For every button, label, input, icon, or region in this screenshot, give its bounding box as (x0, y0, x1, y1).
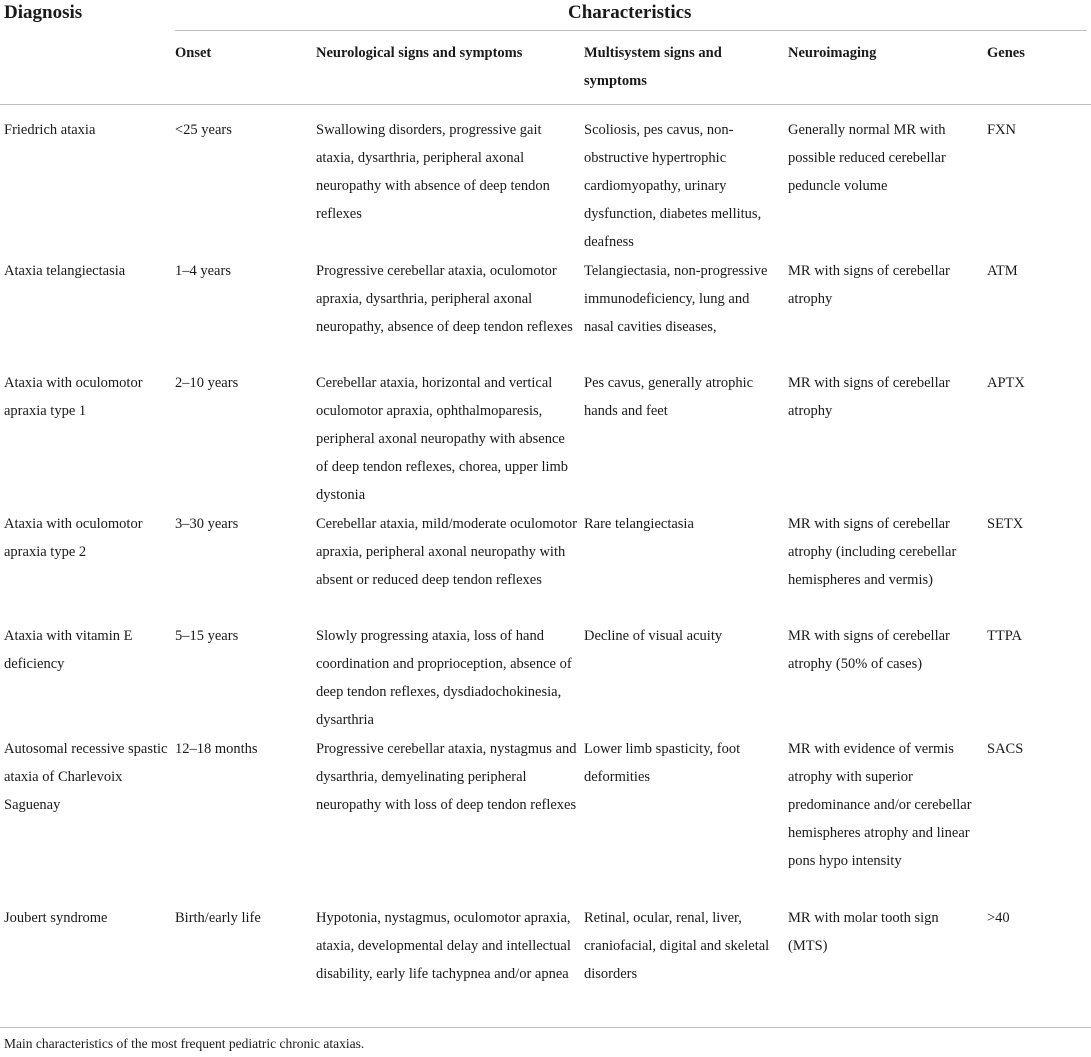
cell-multi: Pes cavus, generally atrophic hands and feet (584, 375, 754, 419)
column-header-genes: Genes (987, 45, 1025, 61)
cell-genes: ATM (987, 263, 1018, 279)
cell-multi: Rare telangiectasia (584, 516, 694, 532)
cell-genes: SETX (987, 516, 1024, 532)
cell-neuro: Cerebellar ataxia, horizontal and vertical oculomotor apraxia, ophthalmoparesis, peripheral axonal neuropathy with absence of deep tendon reflexes, chorea, upper limb dystonia (316, 375, 569, 503)
table-caption: Main characteristics of the most frequent pediatric chronic ataxias. (4, 1036, 365, 1051)
cell-onset: <25 years (175, 122, 232, 138)
cell-multi: Telangiectasia, non-progressive immunodeficiency, lung and nasal cavities diseases, (584, 263, 768, 335)
cell-diagnosis: Joubert syndrome (4, 910, 108, 926)
cell-onset: 3–30 years (175, 516, 239, 532)
characteristics-header: Characteristics (568, 2, 692, 23)
cell-neuro: Swallowing disorders, progressive gait ataxia, dysarthria, peripheral axonal neuropathy with absence of deep tendon reflexes (316, 122, 550, 222)
cell-neuro: Progressive cerebellar ataxia, nystagmus and dysarthria, demyelinating peripheral neuropathy with loss of deep tendon reflexes (316, 741, 577, 813)
cell-genes: FXN (987, 122, 1017, 138)
cell-onset: Birth/early life (175, 910, 261, 926)
cell-imaging: MR with evidence of vermis atrophy with superior predominance and/or cerebellar hemispheres atrophy and linear pons hypo intensity (788, 741, 972, 869)
cell-diagnosis: Ataxia with oculomotor apraxia type 1 (4, 375, 143, 419)
cell-imaging: Generally normal MR with possible reduced cerebellar peduncle volume (788, 122, 946, 194)
cell-multi: Retinal, ocular, renal, liver, craniofacial, digital and skeletal disorders (584, 910, 770, 982)
column-header-imaging: Neuroimaging (788, 45, 877, 61)
cell-diagnosis: Autosomal recessive spastic ataxia of Charlevoix Saguenay (4, 741, 168, 813)
cell-imaging: MR with signs of cerebellar atrophy (including cerebellar hemispheres and vermis) (788, 516, 957, 588)
column-header-onset: Onset (175, 45, 212, 61)
cell-genes: SACS (987, 741, 1024, 757)
cell-neuro: Slowly progressing ataxia, loss of hand coordination and proprioception, absence of deep tendon reflexes, dysdiadochokinesia, dysarthria (316, 628, 572, 728)
column-header-neuro: Neurological signs and symptoms (316, 45, 523, 61)
cell-onset: 1–4 years (175, 263, 231, 279)
cell-genes: APTX (987, 375, 1025, 391)
cell-onset: 2–10 years (175, 375, 239, 391)
cell-diagnosis: Ataxia with vitamin E deficiency (4, 628, 133, 672)
cell-multi: Scoliosis, pes cavus, non-obstructive hypertrophic cardiomyopathy, urinary dysfunction, diabetes mellitus, deafness (584, 122, 762, 250)
diagnosis-header: Diagnosis (4, 2, 83, 23)
header-bottom-rule (0, 104, 1091, 105)
cell-onset: 12–18 months (175, 741, 258, 757)
cell-imaging: MR with molar tooth sign (MTS) (788, 910, 939, 954)
cell-multi: Decline of visual acuity (584, 628, 723, 644)
table-bottom-rule (0, 1027, 1091, 1028)
cell-neuro: Cerebellar ataxia, mild/moderate oculomotor apraxia, peripheral axonal neuropathy with absent or reduced deep tendon reflexes (316, 516, 577, 588)
cell-neuro: Hypotonia, nystagmus, oculomotor apraxia, ataxia, developmental delay and intellectual disability, early life tachypnea and/or apnea (316, 910, 571, 982)
characteristics-rule (175, 30, 1087, 31)
cell-neuro: Progressive cerebellar ataxia, oculomotor apraxia, dysarthria, peripheral axonal neuropathy, absence of deep tendon reflexes (316, 263, 573, 335)
column-header-multi: Multisystem signs and symptoms (584, 45, 722, 89)
cell-imaging: MR with signs of cerebellar atrophy (788, 375, 950, 419)
cell-diagnosis: Ataxia telangiectasia (4, 263, 126, 279)
cell-diagnosis: Friedrich ataxia (4, 122, 96, 138)
cell-imaging: MR with signs of cerebellar atrophy (50% of cases) (788, 628, 950, 672)
cell-genes: >40 (987, 910, 1010, 926)
cell-genes: TTPA (987, 628, 1022, 644)
cell-diagnosis: Ataxia with oculomotor apraxia type 2 (4, 516, 143, 560)
cell-multi: Lower limb spasticity, foot deformities (584, 741, 741, 785)
cell-imaging: MR with signs of cerebellar atrophy (788, 263, 950, 307)
cell-onset: 5–15 years (175, 628, 239, 644)
